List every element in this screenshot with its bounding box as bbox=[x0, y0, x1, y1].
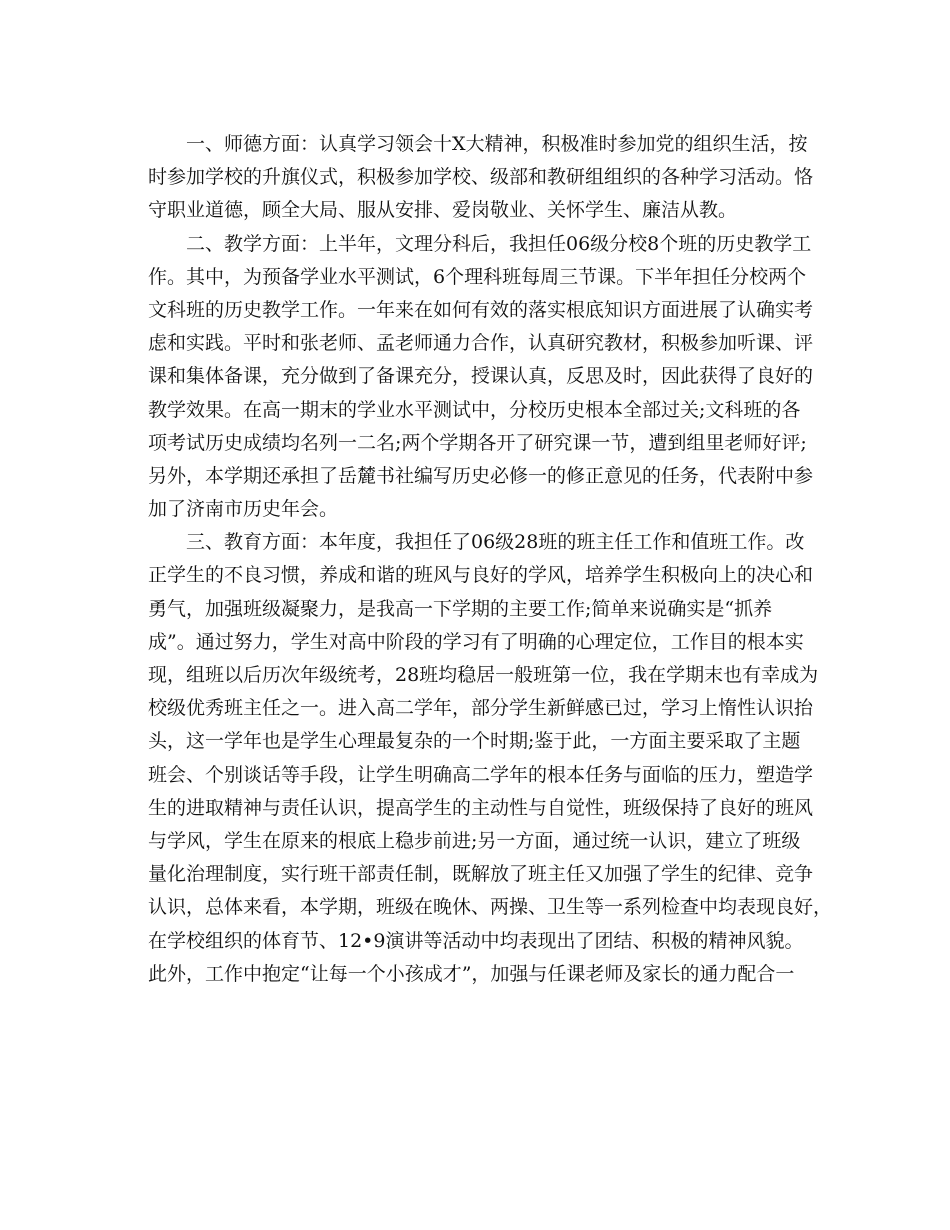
paragraph-2-line-8: 另外，本学期还承担了岳麓书社编写历史必修一的修正意见的任务，代表附中参 bbox=[148, 464, 814, 487]
paragraph-2-line-4: 虑和实践。平时和张老师、孟老师通力合作，认真研究教材，积极参加听课、评 bbox=[148, 332, 814, 355]
paragraph-2-line-7: 项考试历史成绩均名列一二名;两个学期各开了研究课一节，遭到组里老师好评; bbox=[148, 431, 807, 454]
paragraph-3-line-5: 现，组班以后历次年级统考，28班均稳居一般班第一位，我在学期末也有幸成为 bbox=[148, 664, 819, 686]
paragraph-3-line-12: 认识，总体来看，本学期，班级在晚休、两操、卫生等一系列检查中均表现良好， bbox=[148, 896, 833, 919]
paragraph-3-line-8: 班会、个别谈话等手段，让学生明确高二学年的根本任务与面临的压力，塑造学 bbox=[148, 763, 814, 786]
paragraph-1-line-3: 守职业道德，顾全大局、服从安排、爱岗敬业、关怀学生、廉洁从教。 bbox=[148, 199, 738, 222]
paragraph-3-line-10: 与学风，学生在原来的根底上稳步前进;另一方面，通过统一认识，建立了班级 bbox=[148, 829, 801, 852]
paragraph-1-line-1: 一、师德方面：认真学习领会十X大精神，积极准时参加党的组织生活，按 bbox=[186, 133, 808, 155]
paragraph-2-line-5: 课和集体备课，充分做到了备课充分，授课认真，反思及时，因此获得了良好的 bbox=[148, 365, 814, 388]
paragraph-3-line-4: 成”。通过努力，学生对高中阶段的学习有了明确的心理定位，工作目的根本实 bbox=[148, 630, 804, 653]
paragraph-2-line-1: 二、教学方面：上半年，文理分科后，我担任06级分校8个班的历史教学工 bbox=[186, 232, 812, 255]
paragraph-3-line-6: 校级优秀班主任之一。进入高二学年，部分学生新鲜感已过，学习上惰性认识抬 bbox=[148, 697, 814, 720]
paragraph-2-line-2: 作。其中，为预备学业水平测试，6个理科班每周三节课。下半年担任分校两个 bbox=[148, 265, 807, 288]
paragraph-2-line-3: 文科班的历史教学工作。一年来在如何有效的落实根底知识方面进展了认确实考 bbox=[148, 298, 814, 321]
paragraph-3-line-9: 生的进取精神与责任认识，提高学生的主动性与自觉性，班级保持了良好的班风 bbox=[148, 796, 814, 819]
paragraph-3-line-7: 头，这一学年也是学生心理最复杂的一个时期;鉴于此，一方面主要采取了主题 bbox=[148, 730, 801, 753]
paragraph-3-line-14: 此外，工作中抱定“让每一个小孩成才”，加强与任课老师及家长的通力配合一 bbox=[148, 962, 795, 985]
paragraph-3-line-11: 量化治理制度，实行班干部责任制，既解放了班主任又加强了学生的纪律、竞争 bbox=[148, 863, 814, 886]
document-body bbox=[148, 128, 833, 991]
paragraph-3-line-13: 在学校组织的体育节、12•9演讲等活动中均表现出了团结、积极的精神风貌。 bbox=[148, 929, 804, 952]
paragraph-3-line-1: 三、教育方面：本年度，我担任了06级28班的班主任工作和值班工作。改 bbox=[186, 531, 805, 554]
paragraph-2-line-9: 加了济南市历史年会。 bbox=[148, 498, 339, 521]
paragraph-3-line-2: 正学生的不良习惯，养成和谐的班风与良好的学风，培养学生积极向上的决心和 bbox=[148, 564, 814, 587]
paragraph-3-line-3: 勇气，加强班级凝聚力，是我高一下学期的主要工作;简单来说确实是“抓养 bbox=[148, 597, 773, 620]
paragraph-1-line-2: 时参加学校的升旗仪式，积极参加学校、级部和教研组组织的各种学习活动。恪 bbox=[148, 166, 814, 189]
paragraph-2-line-6: 教学效果。在高一期末的学业水平测试中，分校历史根本全部过关;文科班的各 bbox=[148, 398, 801, 421]
